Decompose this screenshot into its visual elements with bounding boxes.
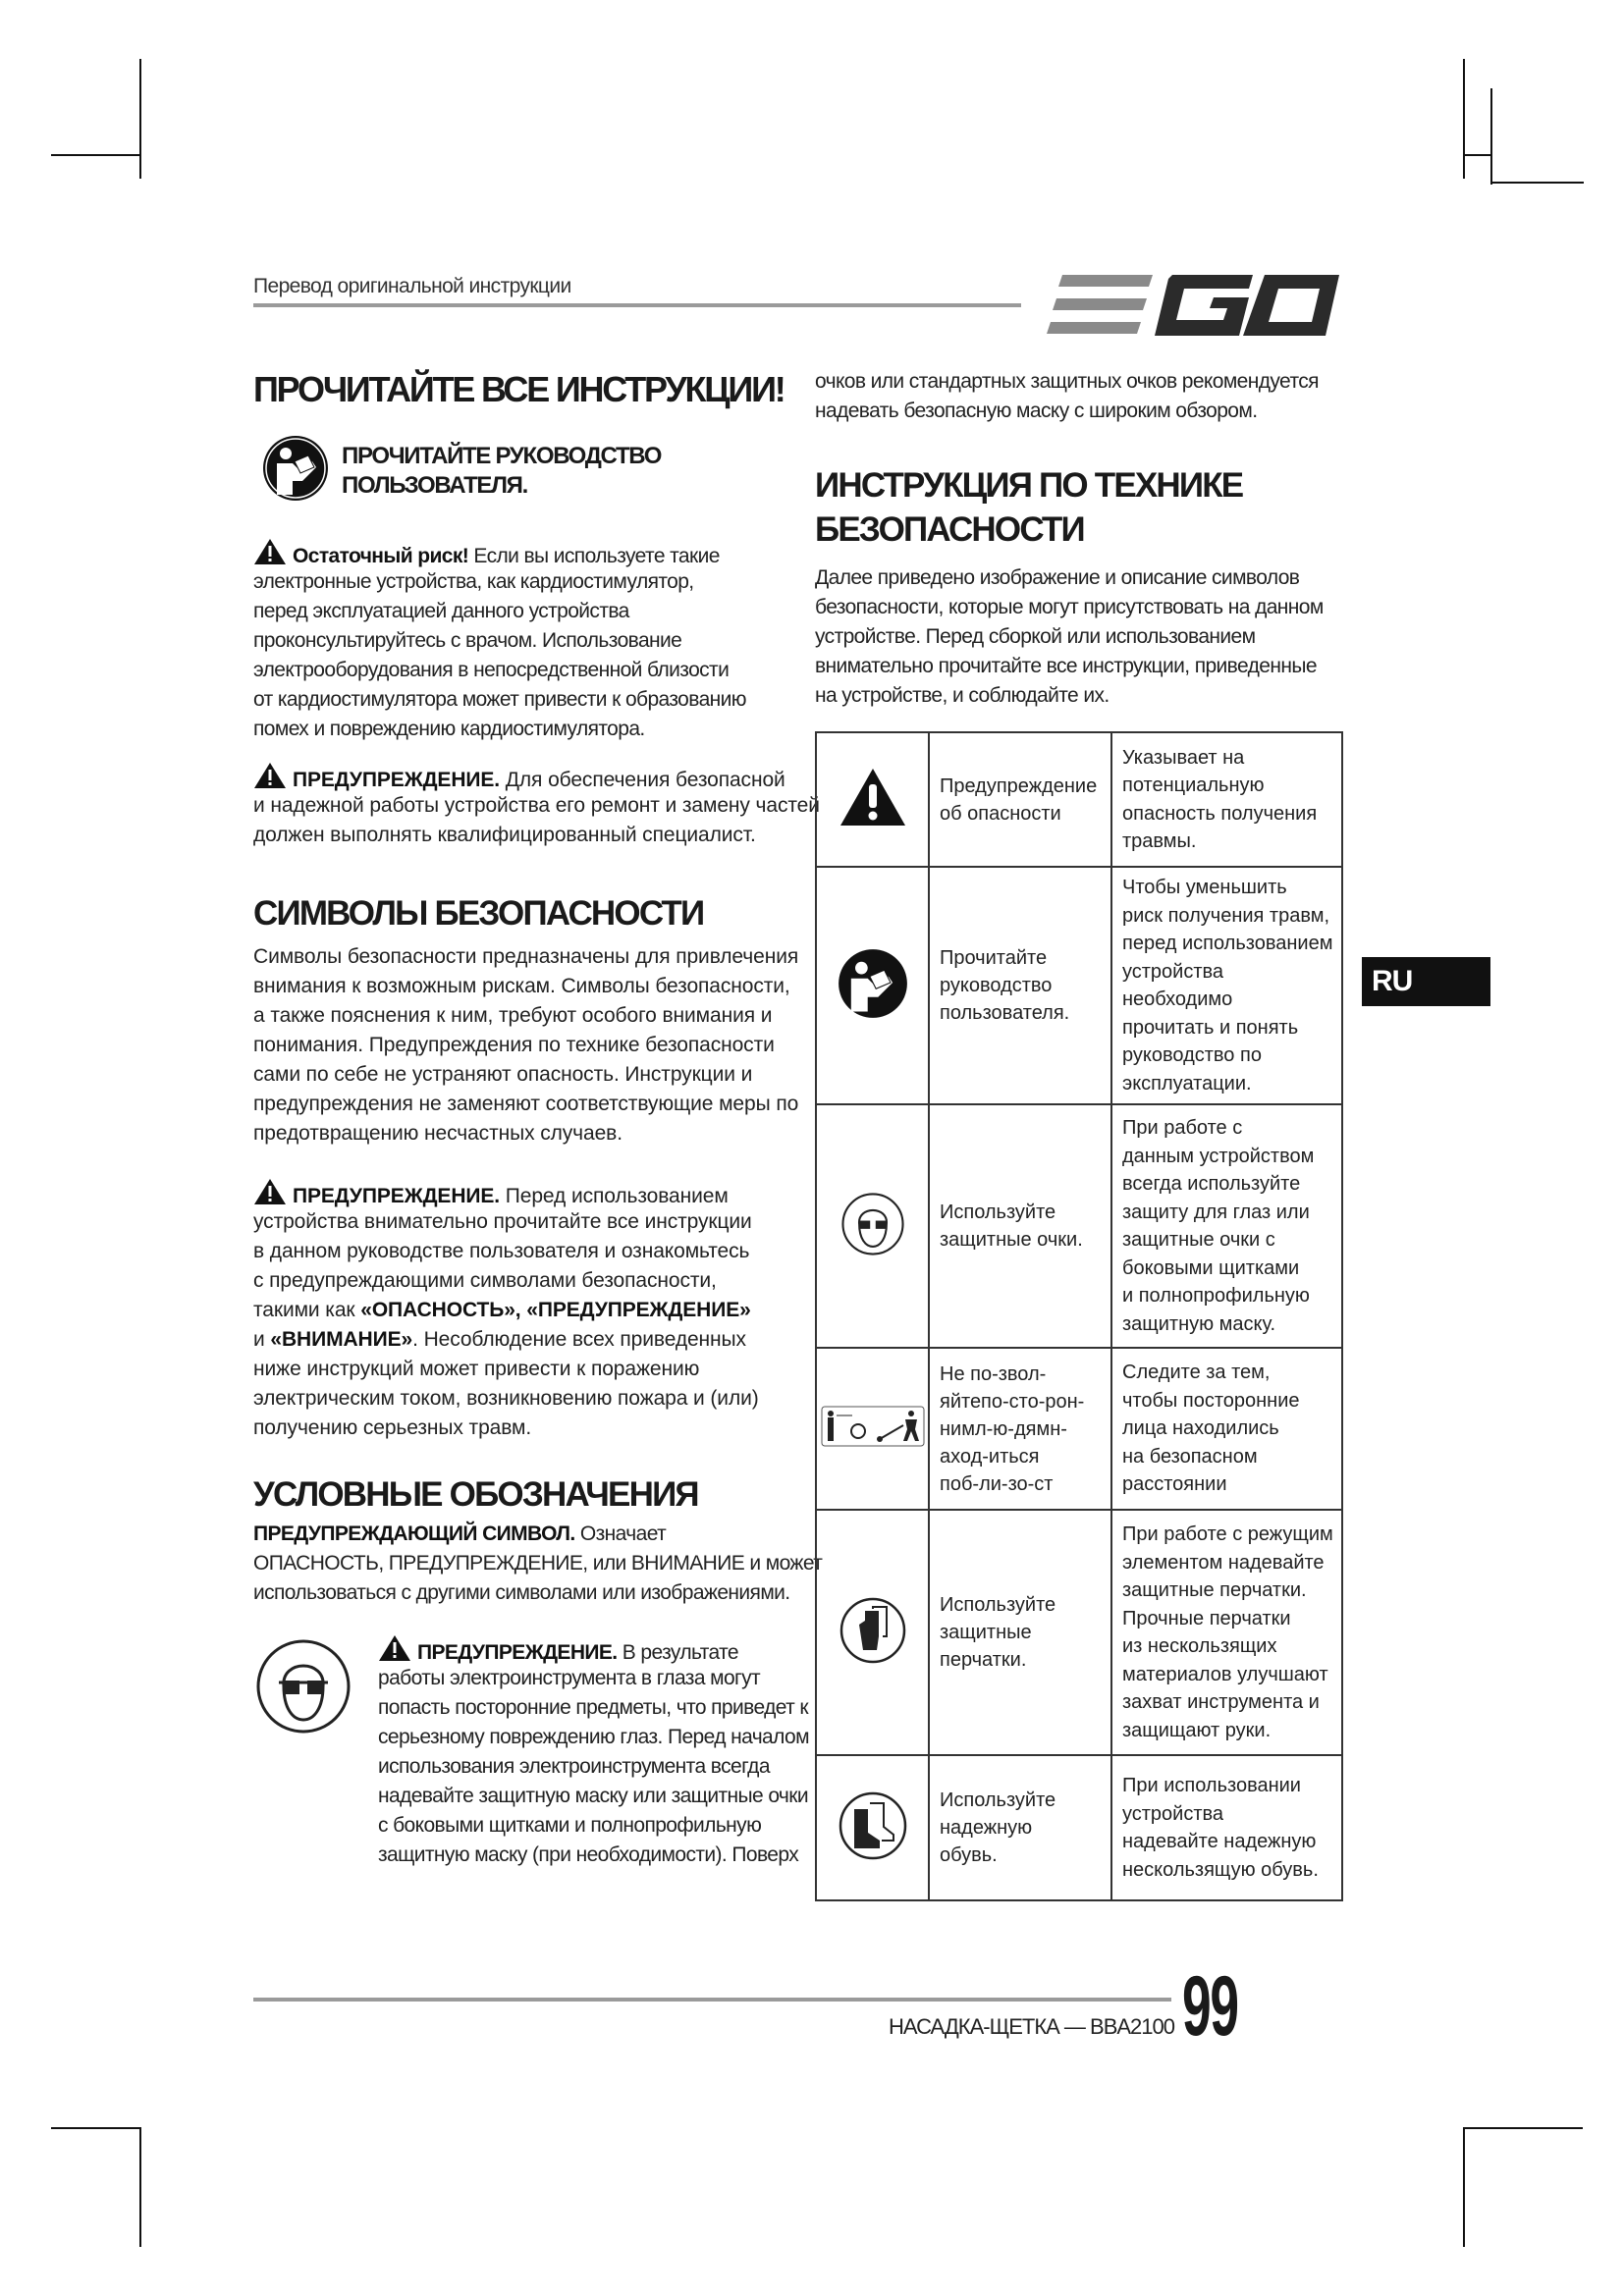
text-line: надевайте надежную — [1122, 1831, 1317, 1852]
bold-text: «ОПАСНОСТЬ», «ПРЕДУПРЕЖДЕНИЕ» — [360, 1299, 751, 1321]
heading-read-all: ПРОЧИТАЙТЕ ВСЕ ИНСТРУКЦИИ! — [253, 369, 785, 409]
text-line: данным устройством — [1122, 1145, 1315, 1167]
text-line: серьезному повреждению глаз. Перед началом — [378, 1726, 809, 1748]
text-line: электрооборудования в непосредственной близости — [253, 659, 730, 681]
text-line: Прочные перчатки — [1122, 1607, 1291, 1629]
text-line: защитную маску. — [1122, 1312, 1276, 1335]
text-line: эксплуатации. — [1122, 1072, 1252, 1095]
text-line: с боковыми щитками и полнопрофильную — [378, 1814, 762, 1837]
text-line: травмы. — [1122, 830, 1197, 852]
text-line: ниже инструкций может привести к поражению — [253, 1358, 700, 1380]
bold-text: ПРЕДУПРЕЖДЕНИЕ. — [293, 769, 501, 791]
table-row — [816, 1104, 1342, 1348]
symbol-name — [929, 867, 1111, 1104]
heading-safety-instructions: ИНСТРУКЦИЯ ПО ТЕХНИКЕ — [815, 466, 1243, 505]
symbol-description — [1111, 1104, 1342, 1348]
warning-triangle-icon — [378, 1634, 411, 1662]
text-line: понимания. Предупреждения по технике безопасности — [253, 1034, 775, 1056]
symbol-description — [1111, 1510, 1342, 1755]
text-line: защитную маску (при необходимости). Поверх — [378, 1843, 799, 1866]
text-line: Остаточный риск! Если вы используете такие — [253, 538, 746, 567]
text-line: защищают руки. — [1122, 1719, 1272, 1741]
text-line: ПРЕДУПРЕЖДЕНИЕ. Для обеспечения безопасной — [253, 762, 820, 791]
text-line: в данном руководстве пользователя и ознакомьтесь — [253, 1240, 750, 1262]
warning-triangle-icon — [253, 538, 287, 565]
text-line: от кардиостимулятора может привести к образованию — [253, 688, 746, 711]
warning-read-paragraph — [253, 1178, 759, 1443]
text-line: нескользящую обувь. — [1122, 1858, 1319, 1881]
warning-eyes-paragraph — [378, 1634, 809, 1870]
read-manual-icon — [261, 432, 330, 509]
symbol-name — [929, 1510, 1111, 1755]
conventions-paragraph — [253, 1520, 822, 1608]
text-line: перчатки. — [940, 1649, 1027, 1671]
text-line: предотвращению несчастных случаев. — [253, 1122, 623, 1145]
text-line: должен выполнять квалифицированный специалист. — [253, 824, 756, 846]
crop-mark — [1463, 2127, 1583, 2129]
heading-safety-symbols: СИМВОЛЫ БЕЗОПАСНОСТИ — [253, 894, 704, 933]
text-line: об опасности — [940, 802, 1061, 825]
text-line: электронные устройства, как кардиостимулятор, — [253, 570, 694, 593]
text-line: очков или стандартных защитных очков рекомендуется — [815, 370, 1319, 393]
bold-text: ПРЕДУПРЕЖДЕНИЕ. — [293, 1185, 501, 1207]
safety-intro-paragraph — [815, 563, 1324, 711]
text-line: опасность получения — [1122, 802, 1318, 825]
text-line: на безопасном — [1122, 1445, 1258, 1468]
page-number: 99 — [1182, 1959, 1238, 2054]
text-line: Не по-звол- — [940, 1362, 1047, 1385]
text-line: надежную — [940, 1817, 1033, 1839]
text-line: Используйте — [940, 1201, 1056, 1223]
safety-symbols-paragraph — [253, 942, 798, 1148]
safety-symbols-table — [815, 731, 1343, 1901]
bold-text: ПРЕДУПРЕЖДАЮЩИЙ СИМВОЛ. — [253, 1522, 575, 1545]
text-line: устройства необходимо — [1122, 960, 1233, 1010]
text-line: аход-иться — [940, 1445, 1040, 1468]
text-line: Символы безопасности предназначены для привлечения — [253, 945, 799, 968]
text-line: перед использованием — [1122, 933, 1333, 954]
text-line: При использовании — [1122, 1775, 1301, 1796]
residual-risk-paragraph — [253, 538, 746, 744]
text-line: использоваться с другими символами или изображениями. — [253, 1581, 790, 1604]
safety-glasses-icon — [816, 1104, 929, 1348]
text-line: потенциальную — [1122, 774, 1265, 796]
text-line: лица находились — [1122, 1417, 1279, 1440]
warning-repair-paragraph — [253, 762, 820, 850]
text-line: электрическим током, возникновению пожара и (или) — [253, 1387, 759, 1410]
crop-mark — [1463, 59, 1465, 179]
warning-triangle-icon — [253, 1178, 287, 1205]
text-line: риск получения травм, — [1122, 904, 1330, 927]
crop-mark — [139, 2127, 141, 2247]
text-line: руководство — [940, 975, 1053, 996]
boots-icon — [816, 1755, 929, 1900]
text-line: яйтепо-сто-рон- — [940, 1390, 1085, 1413]
table-row — [816, 1348, 1342, 1510]
text-line: и надежной работы устройства его ремонт и замену частей — [253, 794, 820, 817]
text-line: защитные — [940, 1622, 1032, 1643]
text-line: пользователя. — [940, 1002, 1070, 1024]
text-line: руководство по — [1122, 1044, 1262, 1066]
text-line: сами по себе не устраняют опасность. Инструкции и — [253, 1063, 753, 1086]
text-line: прочитать и понять — [1122, 1016, 1299, 1039]
safety-glasses-icon — [255, 1631, 352, 1746]
text-line: ПРЕДУПРЕЖДЕНИЕ. В результате — [378, 1634, 809, 1664]
text-line: получению серьезных травм. — [253, 1416, 532, 1439]
symbol-name — [929, 1348, 1111, 1510]
text-line: попасть посторонние предметы, что приведет к — [378, 1696, 808, 1719]
text-line: а также пояснения к ним, требуют особого внимания и — [253, 1004, 773, 1027]
warning-triangle-icon — [816, 732, 929, 867]
warning-triangle-icon — [253, 762, 287, 789]
table-row — [816, 867, 1342, 1104]
crop-mark — [51, 154, 141, 156]
crop-mark — [51, 2127, 141, 2129]
text-line: боковыми щитками — [1122, 1256, 1300, 1279]
text-line: чтобы посторонние — [1122, 1389, 1300, 1412]
crop-mark — [1490, 182, 1584, 184]
gloves-icon — [816, 1510, 929, 1755]
symbol-name — [929, 1755, 1111, 1900]
text-line: использования электроинструмента всегда — [378, 1755, 770, 1778]
header-title: Перевод оригинальной инструкции — [253, 275, 571, 297]
text-line: ПРЕДУПРЕЖДЕНИЕ. Перед использованием — [253, 1178, 759, 1207]
crop-mark — [1463, 154, 1492, 156]
continuation-paragraph — [815, 367, 1319, 426]
symbol-description — [1111, 1348, 1342, 1510]
text-line: материалов улучшают — [1122, 1663, 1328, 1685]
manual-note-line: ПРОЧИТАЙТЕ РУКОВОДСТВО — [342, 443, 662, 469]
text-line: захват инструмента и — [1122, 1691, 1320, 1713]
header-divider — [253, 303, 1021, 307]
ego-logo — [1047, 271, 1341, 340]
text-line: перед эксплуатацией данного устройства — [253, 600, 629, 622]
text-line: защиту для глаз или — [1122, 1201, 1310, 1223]
keep-bystanders-away-icon — [816, 1348, 929, 1510]
text-line: устройстве. Перед сборкой или использованием — [815, 625, 1256, 648]
text-line: Следите за тем, — [1122, 1362, 1271, 1384]
crop-mark — [1490, 88, 1492, 185]
text-line: Прочитайте — [940, 947, 1048, 969]
text-line: Чтобы уменьшить — [1122, 877, 1287, 898]
text-line: надевать безопасную маску с широким обзором. — [815, 400, 1258, 422]
text-line: устройства — [1122, 1802, 1224, 1825]
text-line: защитные очки с — [1122, 1229, 1275, 1251]
text-line: помех и повреждению кардиостимулятора. — [253, 718, 645, 740]
text-line: элементом надевайте — [1122, 1551, 1325, 1574]
text-line: такими как «ОПАСНОСТЬ», «ПРЕДУПРЕЖДЕНИЕ» — [253, 1299, 751, 1321]
text-line: Используйте — [940, 1594, 1056, 1616]
symbol-name — [929, 732, 1111, 867]
text-line: с предупреждающими символами безопасности, — [253, 1269, 717, 1292]
text-line: и «ВНИМАНИЕ». Несоблюдение всех приведенных — [253, 1328, 746, 1351]
text-line: поб-ли-зо-ст — [940, 1472, 1054, 1495]
text-line: обувь. — [940, 1844, 998, 1866]
text-line: внимания к возможным рискам. Символы безопасности, — [253, 975, 790, 997]
text-line: устройства внимательно прочитайте все инструкции — [253, 1210, 752, 1233]
text-line: проконсультируйтесь с врачом. Использование — [253, 629, 682, 652]
symbol-description — [1111, 1755, 1342, 1900]
bold-text: «ВНИМАНИЕ» — [270, 1328, 413, 1351]
text-line: внимательно прочитайте все инструкции, приведенные — [815, 655, 1317, 677]
footer-product: НАСАДКА-ЩЕТКА — BBA2100 — [888, 2014, 1174, 2039]
text-line: нимл-ю-дямн- — [940, 1417, 1067, 1440]
symbol-description — [1111, 867, 1342, 1104]
table-row — [816, 732, 1342, 867]
text-line: Предупреждение — [940, 774, 1098, 797]
text-line: Указывает на — [1122, 746, 1245, 769]
manual-note-line: ПОЛЬЗОВАТЕЛЯ. — [342, 472, 527, 499]
text-line: надевайте защитную маску или защитные очки — [378, 1785, 808, 1807]
text-line: предупреждения не заменяют соответствующие меры по — [253, 1093, 799, 1115]
text-line: защитные перчатки. — [1122, 1579, 1307, 1601]
text-line: из нескользящих — [1122, 1635, 1277, 1657]
text-line: всегда используйте — [1122, 1173, 1301, 1195]
read-manual-icon — [816, 867, 929, 1104]
text-line: При работе с — [1122, 1117, 1243, 1139]
text-line: безопасности, которые могут присутствовать на данном — [815, 596, 1324, 618]
text-line: работы электроинструмента в глаза могут — [378, 1667, 761, 1689]
text-line: Используйте — [940, 1789, 1056, 1811]
symbol-description — [1111, 732, 1342, 867]
heading-safety-instructions: БЕЗОПАСНОСТИ — [815, 510, 1084, 549]
text-line: защитные очки. — [940, 1229, 1083, 1251]
table-row — [816, 1510, 1342, 1755]
crop-mark — [139, 59, 141, 179]
table-row — [816, 1755, 1342, 1900]
text-line: расстоянии — [1122, 1473, 1227, 1496]
language-tab: RU — [1362, 957, 1490, 1006]
text-line: При работе с режущим — [1122, 1523, 1333, 1545]
text-line: и полнопрофильную — [1122, 1285, 1310, 1307]
heading-conventions: УСЛОВНЫЕ ОБОЗНАЧЕНИЯ — [253, 1475, 698, 1514]
text-line: ОПАСНОСТЬ, ПРЕДУПРЕЖДЕНИЕ, или ВНИМАНИЕ и может — [253, 1552, 823, 1575]
footer-divider — [253, 1998, 1171, 2002]
text-line: Далее приведено изображение и описание символов — [815, 566, 1300, 589]
bold-text: Остаточный риск! — [293, 545, 469, 567]
symbol-name — [929, 1104, 1111, 1348]
text-line: ПРЕДУПРЕЖДАЮЩИЙ СИМВОЛ. Означает — [253, 1522, 667, 1545]
bold-text: ПРЕДУПРЕЖДЕНИЕ. — [417, 1641, 618, 1664]
text-line: на устройстве, и соблюдайте их. — [815, 684, 1110, 707]
crop-mark — [1463, 2127, 1465, 2247]
